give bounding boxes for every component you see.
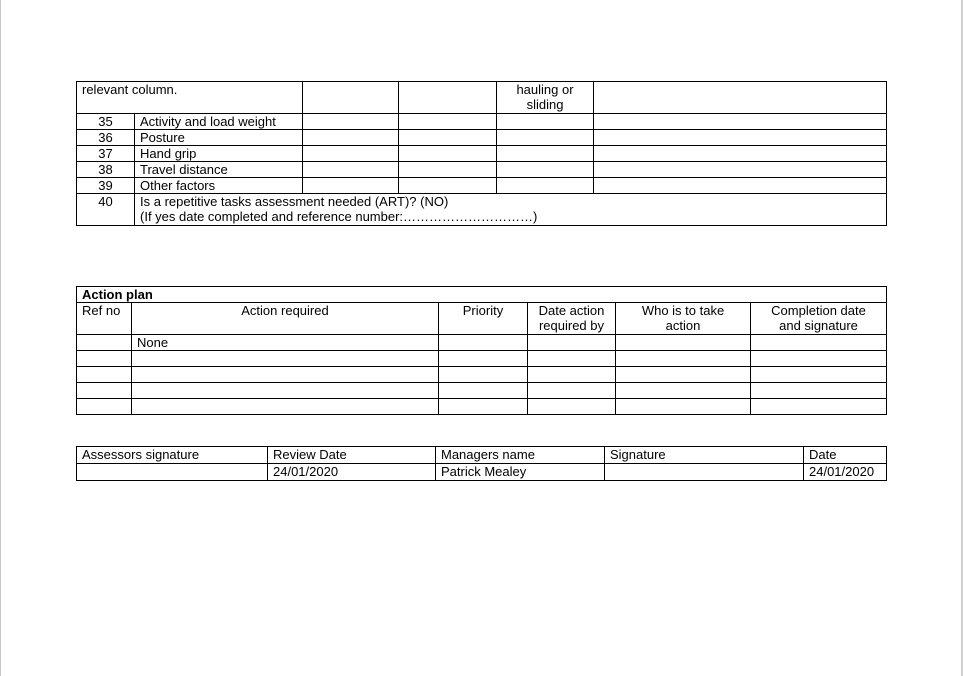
value-signature xyxy=(605,464,804,481)
cell xyxy=(399,146,497,162)
col-ref-no: Ref no xyxy=(77,303,132,335)
cell-who xyxy=(616,335,751,351)
cell xyxy=(594,146,887,162)
cell-completion xyxy=(751,367,887,383)
cell xyxy=(594,162,887,178)
cell-who xyxy=(616,351,751,367)
cell-action xyxy=(132,383,439,399)
col-who-line1: Who is to take xyxy=(641,303,725,318)
col-who-line2: action xyxy=(665,318,701,333)
cell xyxy=(594,114,887,130)
header-empty-cell xyxy=(399,82,497,114)
action-plan-header-row xyxy=(77,303,887,335)
cell-ref xyxy=(77,399,132,415)
cell xyxy=(497,162,594,178)
cell-completion xyxy=(751,351,887,367)
cell-action xyxy=(132,351,439,367)
cell xyxy=(594,178,887,194)
cell xyxy=(303,114,399,130)
cell-who xyxy=(616,399,751,415)
row-number: 40 xyxy=(77,194,135,226)
col-action-required: Action required xyxy=(132,303,439,335)
cell-completion xyxy=(751,383,887,399)
cell xyxy=(497,146,594,162)
label-assessor-signature: Assessors signature xyxy=(77,447,268,464)
row-number: 39 xyxy=(77,178,135,194)
cell-priority xyxy=(439,351,528,367)
cell-priority xyxy=(439,335,528,351)
art-question-row xyxy=(77,194,887,226)
cell xyxy=(594,130,887,146)
cell xyxy=(497,178,594,194)
assessment-header-row xyxy=(77,82,887,114)
header-relevant-column: relevant column. xyxy=(77,82,303,114)
art-question xyxy=(135,194,887,226)
cell-priority xyxy=(439,399,528,415)
cell-who xyxy=(616,367,751,383)
row-label: Hand grip xyxy=(135,146,303,162)
row-number: 38 xyxy=(77,162,135,178)
col-who xyxy=(616,303,751,335)
col-priority: Priority xyxy=(439,303,528,335)
action-plan-title: Action plan xyxy=(77,287,887,303)
table-row xyxy=(77,383,887,399)
signoff-value-row xyxy=(77,464,887,481)
cell-priority xyxy=(439,383,528,399)
label-date: Date xyxy=(804,447,887,464)
cell-ref xyxy=(77,383,132,399)
cell-action xyxy=(132,367,439,383)
value-managers-name: Patrick Mealey xyxy=(436,464,605,481)
cell-priority xyxy=(439,367,528,383)
row-label: Travel distance xyxy=(135,162,303,178)
row-label: Posture xyxy=(135,130,303,146)
table-row xyxy=(77,130,887,146)
table-row xyxy=(77,351,887,367)
header-empty-cell xyxy=(303,82,399,114)
cell-date xyxy=(528,383,616,399)
label-review-date: Review Date xyxy=(268,447,436,464)
signoff-table xyxy=(76,446,887,481)
cell-completion xyxy=(751,335,887,351)
row-label: Other factors xyxy=(135,178,303,194)
cell-who xyxy=(616,383,751,399)
table-row xyxy=(77,162,887,178)
cell-date xyxy=(528,351,616,367)
table-row xyxy=(77,146,887,162)
cell-ref xyxy=(77,335,132,351)
cell-date xyxy=(528,367,616,383)
cell xyxy=(399,178,497,194)
cell-date xyxy=(528,335,616,351)
col-completion-line1: Completion date xyxy=(771,303,866,318)
cell xyxy=(399,114,497,130)
cell-date xyxy=(528,399,616,415)
cell-ref xyxy=(77,351,132,367)
table-row xyxy=(77,335,887,351)
value-review-date: 24/01/2020 xyxy=(268,464,436,481)
value-assessor-signature xyxy=(77,464,268,481)
page-edge-left xyxy=(0,0,1,676)
col-date-action xyxy=(528,303,616,335)
label-signature: Signature xyxy=(605,447,804,464)
table-row xyxy=(77,399,887,415)
col-date-action-line2: required by xyxy=(538,318,605,333)
cell xyxy=(399,130,497,146)
assessment-table xyxy=(76,81,887,226)
header-hauling-sliding xyxy=(497,82,594,114)
table-row xyxy=(77,178,887,194)
cell-ref xyxy=(77,367,132,383)
cell xyxy=(303,178,399,194)
art-question-line2: (If yes date completed and reference number:…………………………) xyxy=(140,209,538,224)
cell xyxy=(303,162,399,178)
col-date-action-line1: Date action xyxy=(538,303,605,318)
cell xyxy=(303,146,399,162)
header-hauling-line1: hauling or xyxy=(516,82,574,97)
table-row xyxy=(77,114,887,130)
action-plan-table xyxy=(76,286,887,415)
cell-action: None xyxy=(132,335,439,351)
header-empty-cell xyxy=(594,82,887,114)
value-date: 24/01/2020 xyxy=(804,464,887,481)
col-completion xyxy=(751,303,887,335)
row-label: Activity and load weight xyxy=(135,114,303,130)
cell xyxy=(497,114,594,130)
row-number: 35 xyxy=(77,114,135,130)
cell xyxy=(497,130,594,146)
label-managers-name: Managers name xyxy=(436,447,605,464)
row-number: 36 xyxy=(77,130,135,146)
cell xyxy=(303,130,399,146)
row-number: 37 xyxy=(77,146,135,162)
art-question-line1: Is a repetitive tasks assessment needed (ART)? (NO) xyxy=(140,194,449,209)
cell xyxy=(399,162,497,178)
signoff-label-row xyxy=(77,447,887,464)
col-completion-line2: and signature xyxy=(779,318,858,333)
action-plan-title-row xyxy=(77,287,887,303)
header-hauling-line2: sliding xyxy=(526,97,564,112)
table-row xyxy=(77,367,887,383)
cell-completion xyxy=(751,399,887,415)
cell-action xyxy=(132,399,439,415)
